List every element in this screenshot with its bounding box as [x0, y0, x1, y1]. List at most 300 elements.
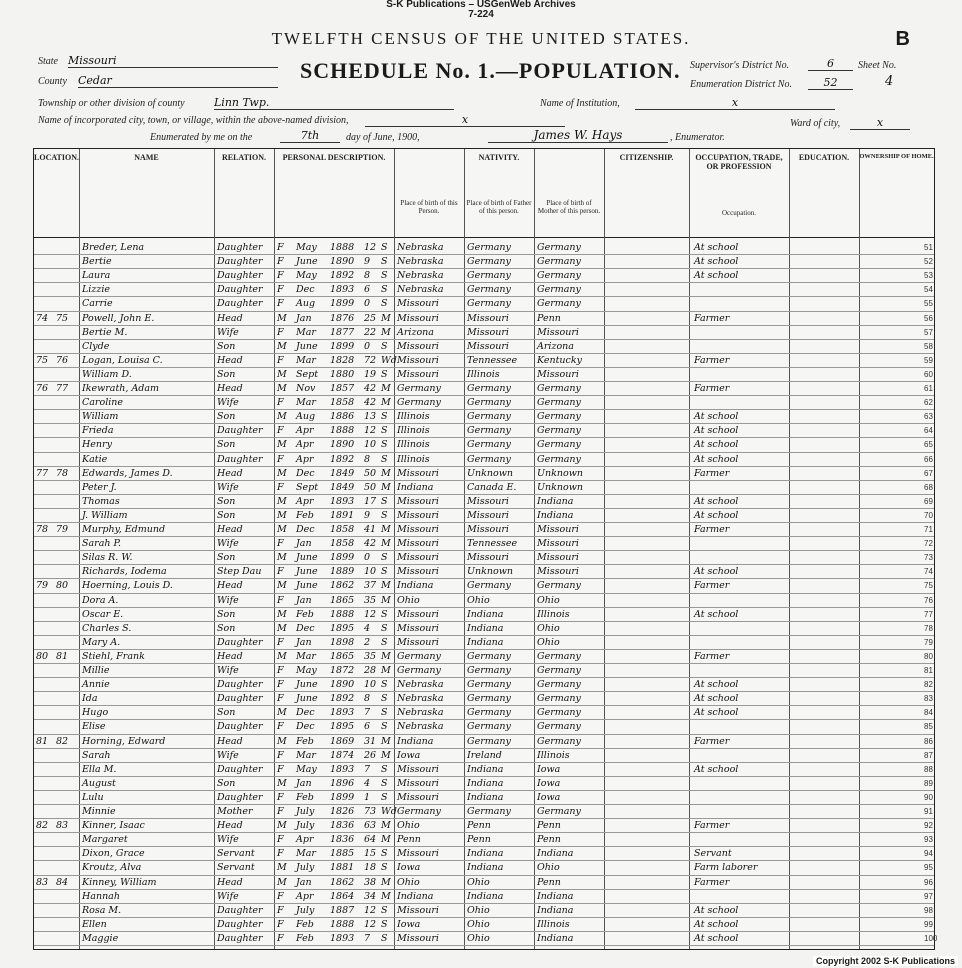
cell-f: Ohio [467, 932, 490, 944]
row-number: 78 [924, 623, 933, 633]
cell-p: Arizona [397, 326, 434, 338]
cell-mo: Feb [296, 735, 314, 747]
cell-f: Missouri [467, 495, 509, 507]
cell-rel: Head [217, 820, 243, 832]
row-divider [34, 353, 934, 354]
row-number: 82 [924, 680, 933, 690]
cell-yr: 1828 [330, 354, 355, 366]
cell-f: Germany [467, 453, 511, 465]
row-divider [34, 705, 934, 706]
cell-f: Germany [467, 284, 511, 296]
row-divider [34, 508, 934, 509]
cell-f: Germany [467, 693, 511, 705]
cell-rel: Daughter [217, 270, 263, 282]
cell-age: 1 [364, 791, 371, 803]
cell-f: Germany [467, 707, 511, 719]
cell-p: Nebraska [397, 270, 444, 282]
cell-yr: 1893 [330, 284, 355, 296]
cell-name: Minnie [82, 806, 116, 817]
row-number: 88 [924, 764, 933, 774]
cell-age: 8 [364, 270, 371, 282]
cell-yr: 1865 [330, 594, 355, 606]
cell-sex: F [277, 890, 284, 902]
cell-ms: S [381, 721, 388, 733]
cell-mo: Dec [296, 707, 315, 719]
cell-yr: 1891 [330, 509, 355, 521]
cell-rel: Head [217, 735, 243, 747]
row-divider [34, 381, 934, 382]
cell-name: Dixon, Grace [82, 848, 145, 860]
cell-ms: M [381, 312, 391, 324]
cell-ms: S [381, 509, 388, 521]
row-divider [34, 423, 934, 424]
cell-age: 7 [364, 932, 371, 944]
cell-p: Nebraska [397, 707, 444, 719]
cell-sex: M [277, 580, 287, 592]
cell-sex: F [277, 806, 284, 817]
cell-occ: Farmer [694, 467, 730, 479]
cell-m: Missouri [537, 538, 579, 550]
cell-p: Germany [397, 383, 441, 394]
birth-person-header: Place of birth of this Person. [400, 199, 458, 215]
cell-mo: July [296, 806, 315, 817]
cell-sex: F [277, 918, 284, 930]
cell-name: Ida [82, 693, 98, 705]
cell-name: Kinney, William [82, 876, 157, 888]
cell-ms: S [381, 411, 388, 423]
cell-p: Missouri [397, 538, 439, 550]
row-number: 77 [924, 609, 933, 619]
cell-f: Indiana [467, 890, 504, 902]
cell-name: Henry [82, 439, 112, 451]
cell-mo: May [296, 665, 317, 676]
cell-m: Missouri [537, 368, 579, 380]
cell-yr: 1849 [330, 481, 355, 493]
row-number: 57 [924, 327, 933, 337]
cell-age: 41 [364, 524, 377, 535]
cell-name: Katie [82, 453, 108, 465]
cell-f: Germany [467, 270, 511, 282]
cell-occ: At school [694, 679, 739, 691]
cell-p: Missouri [397, 312, 439, 324]
cell-f: Missouri [467, 552, 509, 564]
row-divider [34, 860, 934, 861]
row-number: 60 [924, 369, 933, 379]
ownership-header: OWNERSHIP OF HOME. [859, 153, 934, 160]
cell-rel: Son [217, 340, 236, 352]
cell-mo: Feb [296, 918, 314, 930]
cell-mo: Dec [296, 284, 315, 296]
cell-f: Germany [467, 242, 511, 253]
cell-occ: Farmer [694, 876, 730, 888]
code-text: 7-224 [468, 9, 494, 20]
cell-yr: 1892 [330, 453, 355, 465]
cell-p: Indiana [397, 481, 434, 493]
cell-ms: S [381, 566, 388, 578]
cell-m: Ohio [537, 594, 560, 606]
cell-occ: At school [694, 439, 739, 451]
cell-ms: S [381, 284, 388, 296]
cell-rel: Wife [217, 594, 239, 606]
row-divider [34, 480, 934, 481]
cell-m: Ohio [537, 622, 560, 634]
cell-yr: 1865 [330, 650, 355, 662]
cell-fam: 80 [56, 580, 69, 592]
cell-age: 28 [364, 665, 377, 676]
cell-yr: 1893 [330, 932, 355, 944]
cell-m: Iowa [537, 791, 561, 803]
row-number: 89 [924, 778, 933, 788]
row-divider [34, 945, 934, 946]
cell-sex: M [277, 608, 287, 620]
county-value: Cedar [78, 74, 278, 88]
cell-f: Germany [467, 397, 511, 409]
cell-rel: Step Dau [217, 566, 262, 578]
cell-occ: Servant [694, 848, 732, 860]
cell-yr: 1881 [330, 862, 355, 874]
row-divider [34, 494, 934, 495]
cell-f: Indiana [467, 763, 504, 775]
cell-yr: 1862 [330, 580, 355, 592]
cell-mo: Mar [296, 650, 316, 662]
cell-f: Penn [467, 834, 491, 846]
row-number: 86 [924, 736, 933, 746]
enumerator-value: James W. Hays [488, 128, 668, 143]
cell-mo: June [296, 566, 318, 578]
row-divider [34, 409, 934, 410]
cell-mo: Jan [296, 876, 312, 888]
row-divider [34, 311, 934, 312]
cell-yr: 1864 [330, 890, 355, 902]
cell-mo: Jan [296, 636, 312, 648]
cell-m: Indiana [537, 509, 574, 521]
cell-m: Penn [537, 312, 561, 324]
cell-p: Indiana [397, 580, 434, 592]
cell-sex: F [277, 791, 284, 803]
row-number: 75 [924, 581, 933, 591]
cell-sex: F [277, 284, 284, 296]
birth-mother-header: Place of birth of Mother of this person. [537, 199, 601, 215]
cell-p: Missouri [397, 763, 439, 775]
cell-sex: M [277, 495, 287, 507]
cell-f: Germany [467, 580, 511, 592]
cell-ms: S [381, 918, 388, 930]
cell-ms: S [381, 679, 388, 691]
row-number: 99 [924, 919, 933, 929]
cell-age: 42 [364, 383, 377, 394]
cell-rel: Head [217, 312, 243, 324]
row-divider [34, 762, 934, 763]
enumeration-value: 52 [808, 76, 853, 90]
row-divider [34, 452, 934, 453]
cell-name: Kinner, Isaac [82, 820, 145, 832]
cell-p: Missouri [397, 368, 439, 380]
row-number: 98 [924, 905, 933, 915]
cell-f: Missouri [467, 340, 509, 352]
row-number: 61 [924, 384, 933, 393]
citizenship-header: CITIZENSHIP. [619, 153, 674, 162]
cell-name: Bertie M. [82, 326, 128, 338]
cell-name: Richards, Iodema [82, 566, 167, 578]
cell-age: 9 [364, 509, 371, 521]
cell-m: Indiana [537, 848, 574, 860]
cell-ms: M [381, 890, 391, 902]
cell-m: Penn [537, 820, 561, 832]
row-number: 80 [924, 651, 933, 661]
row-divider [34, 931, 934, 932]
cell-name: Mary A. [82, 636, 121, 648]
row-number: 68 [924, 482, 933, 492]
cell-yr: 1890 [330, 679, 355, 691]
cell-mo: Mar [296, 749, 316, 761]
cell-name: Ikewrath, Adam [82, 383, 160, 394]
cell-rel: Head [217, 524, 243, 535]
cell-mo: Dec [296, 622, 315, 634]
cell-age: 6 [364, 721, 371, 733]
cell-yr: 1888 [330, 425, 355, 437]
birth-father-header: Place of birth of Father of this person. [466, 199, 532, 215]
cell-age: 0 [364, 298, 371, 310]
cell-rel: Mother [217, 806, 253, 817]
cell-f: Germany [467, 411, 511, 423]
cell-f: Illinois [467, 368, 500, 380]
cell-name: Ellen [82, 918, 107, 930]
cell-f: Ohio [467, 904, 490, 916]
row-number: 51 [924, 243, 933, 252]
cell-ms: S [381, 608, 388, 620]
row-number: 92 [924, 821, 933, 831]
cell-ms: S [381, 425, 388, 437]
cell-rel: Daughter [217, 242, 263, 253]
cell-mo: July [296, 820, 315, 832]
cell-yr: 1889 [330, 566, 355, 578]
cell-yr: 1849 [330, 467, 355, 479]
cell-rel: Wife [217, 890, 239, 902]
cell-rel: Daughter [217, 425, 263, 437]
cell-sex: F [277, 594, 284, 606]
cell-name: Oscar E. [82, 608, 124, 620]
row-number: 55 [924, 299, 933, 309]
cell-m: Penn [537, 876, 561, 888]
cell-occ: At school [694, 918, 739, 930]
census-title: TWELFTH CENSUS OF THE UNITED STATES. [271, 29, 691, 48]
cell-m: Unknown [537, 481, 583, 493]
cell-p: Penn [397, 834, 421, 846]
location-header: LOCATION. [34, 153, 79, 162]
row-divider [34, 846, 934, 847]
cell-p: Nebraska [397, 256, 444, 268]
cell-mo: Dec [296, 467, 315, 479]
cell-yr: 1899 [330, 552, 355, 564]
cell-f: Canada E. [467, 481, 517, 493]
cell-yr: 1896 [330, 777, 355, 789]
cell-age: 50 [364, 467, 377, 479]
row-number: 84 [924, 708, 933, 718]
cell-p: Illinois [397, 425, 430, 437]
cell-fam: 76 [56, 354, 69, 366]
township-label: Township or other division of county [38, 98, 185, 109]
row-number: 71 [924, 525, 933, 534]
cell-rel: Wife [217, 538, 239, 550]
cell-name: Elise [82, 721, 106, 733]
cell-ms: M [381, 665, 391, 676]
cell-m: Germany [537, 721, 581, 733]
cell-rel: Head [217, 383, 243, 394]
cell-p: Nebraska [397, 679, 444, 691]
publisher-text: S-K Publications – USGenWeb Archives [386, 0, 576, 10]
cell-p: Missouri [397, 354, 439, 366]
row-divider [34, 790, 934, 791]
cell-rel: Daughter [217, 904, 263, 916]
row-divider [34, 734, 934, 735]
cell-m: Missouri [537, 326, 579, 338]
institution-label: Name of Institution, [540, 98, 620, 109]
cell-rel: Daughter [217, 763, 263, 775]
cell-age: 31 [364, 735, 377, 747]
cell-occ: At school [694, 707, 739, 719]
cell-ms: S [381, 495, 388, 507]
cell-f: Germany [467, 679, 511, 691]
cell-yr: 1885 [330, 848, 355, 860]
cell-age: 35 [364, 650, 377, 662]
cell-sex: F [277, 749, 284, 761]
cell-m: Kentucky [537, 354, 582, 366]
cell-yr: 1893 [330, 495, 355, 507]
cell-p: Germany [397, 665, 441, 676]
cell-age: 35 [364, 594, 377, 606]
cell-rel: Daughter [217, 918, 263, 930]
cell-rel: Son [217, 495, 236, 507]
cell-mo: Jan [296, 594, 312, 606]
cell-p: Nebraska [397, 721, 444, 733]
cell-rel: Wife [217, 326, 239, 338]
cell-ms: S [381, 862, 388, 874]
cell-ms: M [381, 820, 391, 832]
place-label: Name of incorporated city, town, or village, within the above-named division, [38, 115, 349, 126]
place-value: x [365, 113, 565, 127]
cell-yr: 1893 [330, 763, 355, 775]
cell-f: Germany [467, 383, 511, 394]
row-number: 72 [924, 539, 933, 549]
cell-name: Rosa M. [82, 904, 122, 916]
row-number: 54 [924, 285, 933, 295]
cell-f: Tennessee [467, 538, 518, 550]
cell-m: Germany [537, 453, 581, 465]
cell-mo: Aug [296, 298, 316, 310]
ward-value: x [850, 116, 910, 130]
cell-occ: Farmer [694, 820, 730, 832]
cell-rel: Daughter [217, 679, 263, 691]
cell-f: Germany [467, 721, 511, 733]
cell-dw: 77 [36, 467, 49, 479]
cell-sex: F [277, 481, 284, 493]
cell-yr: 1899 [330, 298, 355, 310]
cell-name: Kroutz, Alva [82, 862, 142, 874]
cell-m: Germany [537, 665, 581, 676]
cell-sex: F [277, 425, 284, 437]
row-number: 52 [924, 257, 933, 267]
cell-occ: At school [694, 453, 739, 465]
cell-f: Missouri [467, 326, 509, 338]
cell-p: Missouri [397, 622, 439, 634]
institution-value: x [635, 96, 835, 110]
cell-ms: M [381, 383, 391, 394]
cell-sex: F [277, 834, 284, 846]
cell-sex: F [277, 256, 284, 268]
cell-yr: 1862 [330, 876, 355, 888]
cell-m: Germany [537, 693, 581, 705]
cell-rel: Son [217, 552, 236, 564]
row-number: 53 [924, 271, 933, 281]
cell-age: 0 [364, 340, 371, 352]
cell-sex: F [277, 354, 284, 366]
cell-f: Penn [467, 820, 491, 832]
cell-age: 18 [364, 862, 377, 874]
cell-name: Breder, Lena [82, 242, 145, 253]
cell-p: Missouri [397, 777, 439, 789]
cell-age: 50 [364, 481, 377, 493]
cell-ms: M [381, 594, 391, 606]
cell-mo: Mar [296, 354, 316, 366]
cell-ms: S [381, 932, 388, 944]
row-divider [34, 889, 934, 890]
cell-rel: Head [217, 580, 243, 592]
cell-name: Silas R. W. [82, 552, 133, 564]
occupation-sub-header: Occupation. [721, 209, 756, 217]
cell-occ: At school [694, 509, 739, 521]
cell-p: Missouri [397, 608, 439, 620]
cell-mo: Jan [296, 538, 312, 550]
cell-sex: F [277, 763, 284, 775]
cell-yr: 1890 [330, 256, 355, 268]
cell-p: Missouri [397, 340, 439, 352]
cell-rel: Son [217, 622, 236, 634]
row-divider [34, 437, 934, 438]
cell-rel: Son [217, 411, 236, 423]
cell-occ: At school [694, 425, 739, 437]
cell-name: Bertie [82, 256, 112, 268]
name-header: NAME [134, 153, 159, 162]
cell-rel: Wife [217, 834, 239, 846]
cell-sex: M [277, 439, 287, 451]
cell-occ: Farmer [694, 735, 730, 747]
cell-name: Lizzie [82, 284, 111, 296]
cell-dw: 75 [36, 354, 49, 366]
township-value: Linn Twp. [214, 96, 454, 110]
personal-header: PERSONAL DESCRIPTION. [282, 153, 386, 162]
row-number: 95 [924, 863, 933, 873]
cell-mo: June [296, 256, 318, 268]
row-number: 56 [924, 313, 933, 323]
sheet-label: Sheet No. [858, 60, 897, 71]
cell-p: Nebraska [397, 242, 444, 253]
cell-yr: 1888 [330, 918, 355, 930]
cell-name: William [82, 411, 119, 423]
cell-m: Iowa [537, 763, 561, 775]
cell-age: 13 [364, 411, 377, 423]
cell-ms: M [381, 735, 391, 747]
cell-mo: June [296, 693, 318, 705]
cell-rel: Wife [217, 749, 239, 761]
cell-rel: Head [217, 650, 243, 662]
cell-occ: Farmer [694, 312, 730, 324]
cell-dw: 78 [36, 524, 49, 535]
cell-mo: July [296, 904, 315, 916]
cell-sex: M [277, 777, 287, 789]
cell-age: 8 [364, 453, 371, 465]
row-divider [34, 325, 934, 326]
cell-ms: S [381, 791, 388, 803]
